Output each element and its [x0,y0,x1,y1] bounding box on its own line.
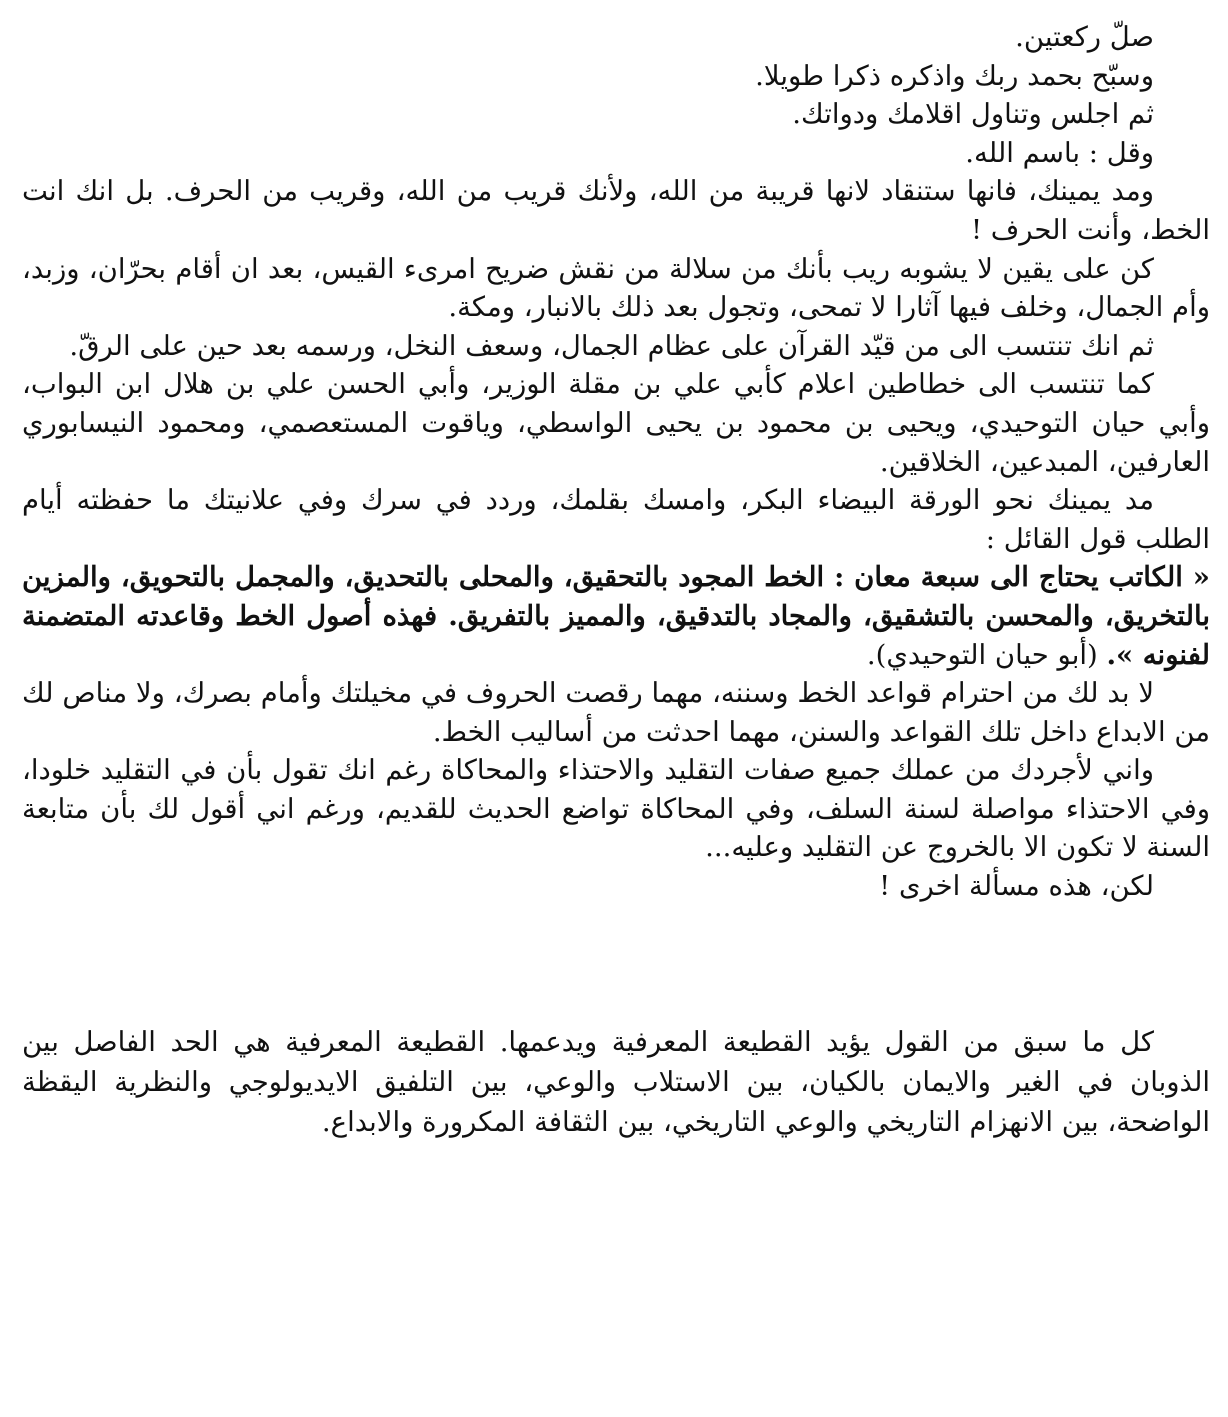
paragraph-5: مد يمينك نحو الورقة البيضاء البكر، وامسك بقلمك، وردد في سرك وفي علانيتك ما حفظته أيام الطلب قول القائل : [22,484,1210,555]
closing-line: لكن، هذه مسألة اخرى ! [879,870,1154,903]
quotation [22,558,1210,674]
quotation-source: (أبو حيان التوحيدي). [866,638,1107,671]
paragraph-2: كن على يقين لا يشوبه ريب بأنك من سلالة من نقش ضريح امرىء القيس، بعد ان أقام بحرّان، وزبد، وأم الجمال، وخلف فيها آثارا لا تمحى، وتجول بعد ذلك بالانبار، ومكة. [22,252,1210,324]
intro-line-4: وقل : باسم الله. [965,136,1154,169]
intro-line-3: ثم اجلس وتناول اقلامك ودواتك. [792,98,1154,131]
paragraph-1: ومد يمينك، فانها ستنقاد لانها قريبة من الله، ولأنك قريب من الله، وقريب من الحرف. بل انك انت الخط، وأنت الحرف ! [22,175,1210,246]
paragraph-6: لا بد لك من احترام قواعد الخط وسننه، مهما رقصت الحروف في مخيلتك وأمام بصرك، ولا مناص لك من الابداع داخل تلك القواعد والسنن، مهما احدثت من أساليب الخط. [22,677,1210,748]
paragraph-3: ثم انك تنتسب الى من قيّد القرآن على عظام الجمال، وسعف النخل، ورسمه بعد حين على الرقّ. [69,329,1154,362]
document-page [22,18,1210,1142]
quotation-text: « الكاتب يحتاج الى سبعة معان : الخط المجود بالتحقيق، والمحلى بالتحديق، والمجمل بالتحويق، والمزين بالتخريق، والمحسن بالتشقيق، والمجاد بالتدقيق، والمميز بالتفريق. فهذه أصول الخط وقاعدته المتضمنة لفنونه ». [22,561,1210,671]
intro-line-1: صلّ ركعتين. [1015,21,1154,53]
paragraph-4: كما تنتسب الى خطاطين اعلام كأبي علي بن مقلة الوزير، وأبي الحسن علي بن هلال ابن البواب، وأبي حيان التوحيدي، ويحيى بن محمود بن يحيى الواسطي، وياقوت المستعصمي، ومحمود النيسابوري العارفين، المبدعين، الخلاقين. [22,368,1210,478]
final-paragraph: كل ما سبق من القول يؤيد القطيعة المعرفية ويدعمها. القطيعة المعرفية هي الحد الفاصل بين الذوبان في الغير والايمان بالكيان، بين الاستلاب والوعي، بين التلفيق الايديولوجي والنظرية اليقظة الواضحة، بين الانهزام التاريخي والوعي التاريخي، بين الثقافة المكرورة والابداع. [22,1025,1210,1138]
section-gap [22,906,1210,1022]
intro-line-2: وسبّح بحمد ربك واذكره ذكرا طويلا. [755,59,1154,92]
paragraph-7: واني لأجردك من عملك جميع صفات التقليد والاحتذاء والمحاكاة رغم انك تقول بأن في التقليد خلودا، وفي الاحتذاء مواصلة لسنة السلف، وفي المحاكاة تواضع الحديث للقديم، ورغم اني أقول لك بأن متابعة السنة لا تكون الا بالخروج عن التقليد وعليه... [22,754,1210,864]
